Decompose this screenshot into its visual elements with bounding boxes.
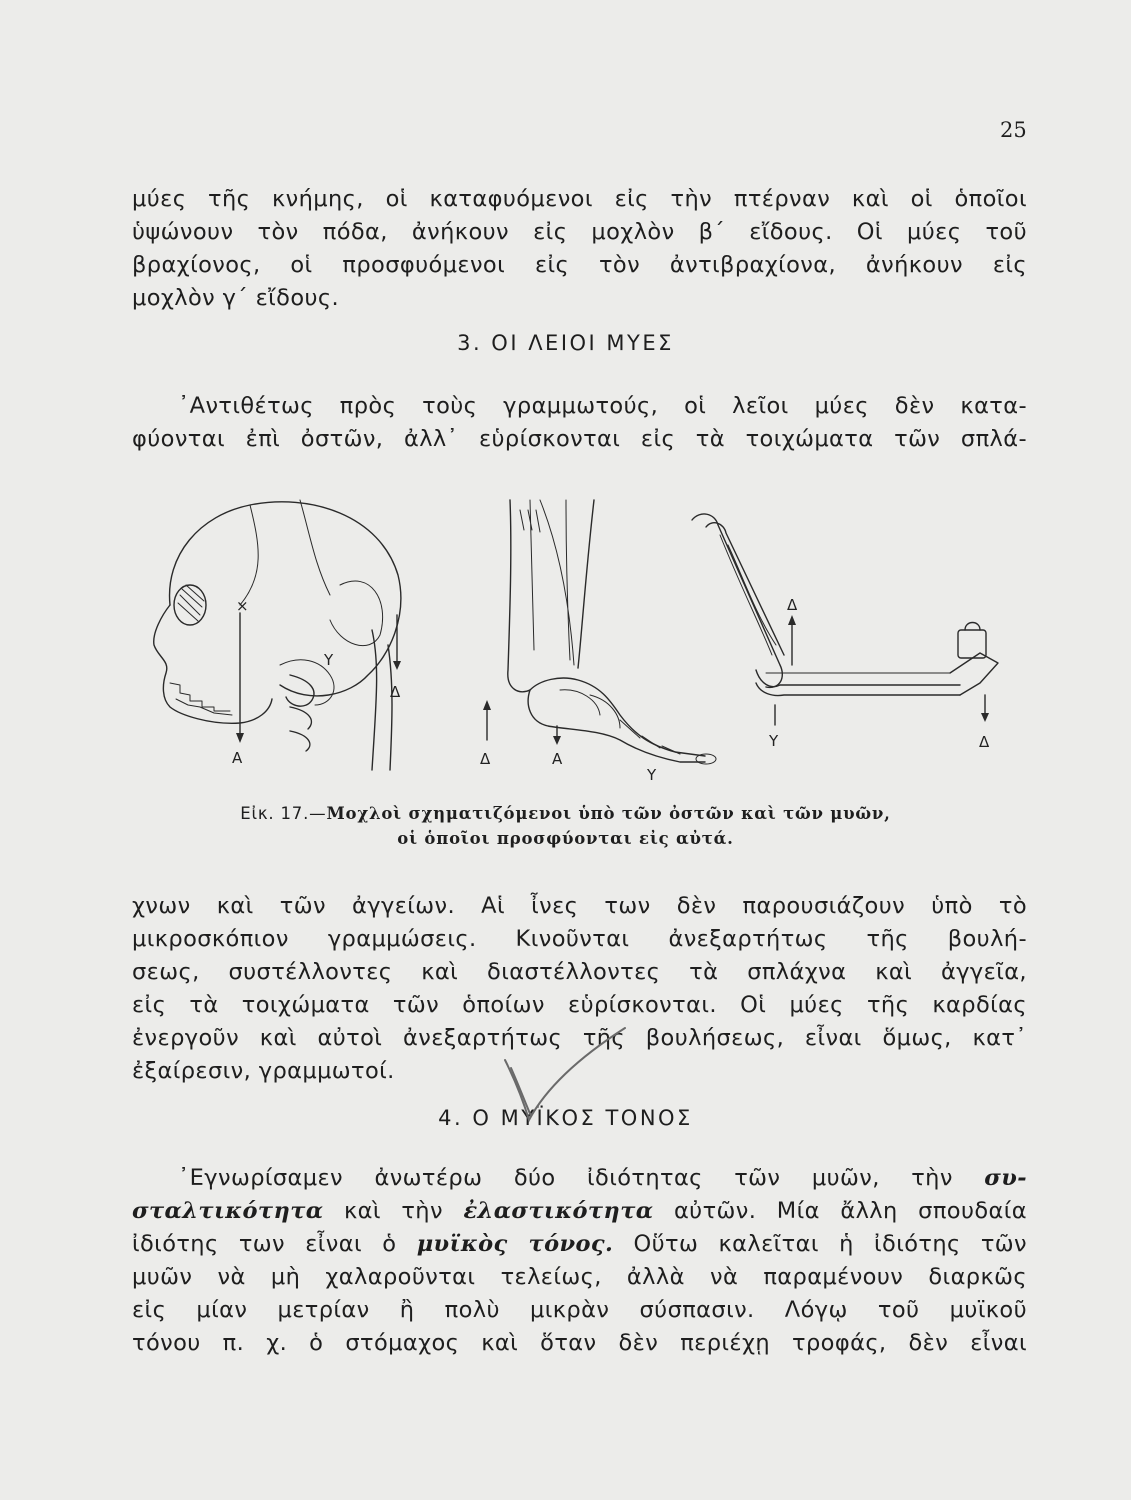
text-line: ὑψώνουν τὸν πόδα, ἀνήκουν εἰς μοχλὸν β΄ εἴδους. Οἱ μύες τοῦ xyxy=(132,219,1027,245)
caption-text-1: Μοχλοὶ σχηματιζόμενοι ὑπὸ τῶν ὀστῶν καὶ τῶν μυῶν, xyxy=(326,804,891,823)
text-run: Οὕτω καλεῖται ἡ ἰδιότης τῶν xyxy=(613,1231,1027,1257)
paragraph-2 xyxy=(132,390,1027,456)
emphasis-term: συ- xyxy=(984,1165,1027,1191)
text-line: μικροσκόπιον γραμμώσεις. Κινοῦνται ἀνεξαρτήτως τῆς βουλή- xyxy=(132,926,1027,952)
caption-line-2: οἱ ὁποῖοι προσφύονται εἰς αὐτά. xyxy=(397,829,734,848)
paragraph-1 xyxy=(132,183,1027,315)
foot-label-y: Υ xyxy=(647,766,657,784)
text-run: ἰδιότης των εἶναι ὁ xyxy=(132,1231,417,1257)
text-run: καὶ τὴν xyxy=(323,1198,464,1224)
page-number: 25 xyxy=(1000,118,1027,142)
text-line: ἐνεργοῦν καὶ αὐτοὶ ἀνεξαρτήτως τῆς βουλήσεως, εἶναι ὅμως, κατ᾿ xyxy=(132,1025,1027,1051)
text-line: βραχίονος, οἱ προσφυόμενοι εἰς τὸν ἀντιβραχίονα, ἀνήκουν εἰς xyxy=(132,252,1027,278)
handwritten-check-mark xyxy=(495,1020,635,1130)
text-line: ἐξαίρεσιν, γραμμωτοί. xyxy=(132,1058,395,1084)
skull-label-a: Α xyxy=(232,749,243,767)
emphasis-term: σταλτικότητα xyxy=(132,1198,324,1224)
text-line: μοχλὸν γ΄ εἴδους. xyxy=(132,285,340,311)
caption-line-1 xyxy=(0,804,1131,823)
text-line xyxy=(132,1195,1027,1228)
section-heading-3: 3. ΟΙ ΛΕΙΟΙ ΜΥΕΣ xyxy=(457,331,674,355)
text-line: φύονται ἐπὶ ὀστῶν, ἀλλ᾿ εὑρίσκονται εἰς τὰ τοιχώματα τῶν σπλά- xyxy=(132,426,1027,452)
caption-label: Εἰκ. 17.— xyxy=(240,804,327,823)
emphasis-term: μυϊκὸς τόνος. xyxy=(416,1231,614,1257)
text-line: τόνου π. χ. ὁ στόμαχος καὶ ὅταν δὲν περιέχῃ τροφάς, δὲν εἶναι xyxy=(132,1330,1027,1356)
fulcrum-mark: × xyxy=(236,597,249,615)
text-line: χνων καὶ τῶν ἀγγείων. Αἱ ἶνες των δὲν παρουσιάζουν ὑπὸ τὸ xyxy=(132,893,1027,919)
text-line: εἰς τὰ τοιχώματα τῶν ὁποίων εὑρίσκονται. Οἱ μύες τῆς καρδίας xyxy=(132,992,1027,1018)
skull-lever-diagram xyxy=(140,485,410,775)
paragraph-4 xyxy=(132,1162,1027,1360)
section-heading-4: 4. Ο ΜΥΪΚΟΣ ΤΟΝΟΣ xyxy=(438,1106,693,1130)
skull-label-d: Δ xyxy=(390,683,401,701)
arm-lever-diagram xyxy=(680,505,1010,755)
text-line: μυῶν νὰ μὴ χαλαροῦνται τελείως, ἀλλὰ νὰ παραμένουν διαρκῶς xyxy=(132,1264,1027,1290)
figure-caption xyxy=(0,804,1131,848)
text-line: μύες τῆς κνήμης, οἱ καταφυόμενοι εἰς τὴν πτέρναν καὶ οἱ ὁποῖοι xyxy=(132,186,1027,212)
text-run: αὐτῶν. Μία ἄλλη σπουδαία xyxy=(653,1198,1028,1224)
foot-label-a: Α xyxy=(552,750,563,768)
text-line: ᾿Αντιθέτως πρὸς τοὺς γραμμωτούς, οἱ λεῖοι μύες δὲν κατα- xyxy=(178,393,1027,419)
skull-label-y: Υ xyxy=(324,651,334,669)
arm-label-d-bottom: Δ xyxy=(979,733,990,751)
text-run: ᾿Εγνωρίσαμεν ἀνωτέρω δύο ἰδιότητας τῶν μυῶν, τὴν xyxy=(178,1165,985,1191)
arm-label-d-top: Δ xyxy=(787,596,798,614)
text-line xyxy=(132,1162,1027,1195)
arm-label-y: Υ xyxy=(769,732,779,750)
text-line: εἰς μίαν μετρίαν ἢ πολὺ μικρὰν σύσπασιν. Λόγῳ τοῦ μυϊκοῦ xyxy=(132,1297,1027,1323)
text-line xyxy=(132,1228,1027,1261)
text-line: σεως, συστέλλοντες καὶ διαστέλλοντες τὰ σπλάχνα καὶ ἀγγεῖα, xyxy=(132,959,1027,985)
emphasis-term: ἐλαστικότητα xyxy=(463,1198,654,1224)
foot-label-d: Δ xyxy=(480,750,491,768)
